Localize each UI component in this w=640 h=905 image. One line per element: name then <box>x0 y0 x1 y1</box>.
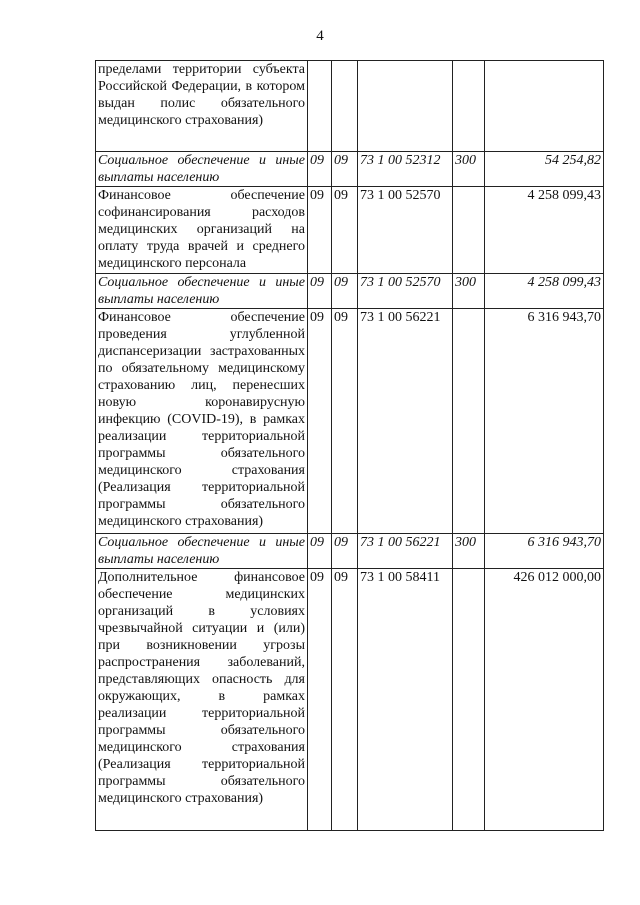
row-target-article: 73 1 00 52570 <box>358 274 453 309</box>
page-number: 4 <box>316 28 324 44</box>
row-amount: 6 316 943,70 <box>485 534 604 569</box>
row-razdel: 09 <box>308 187 332 274</box>
row-name: Финансовое обеспечение проведения углубленной диспансеризации застрахованных по обязательному медицинскому страхованию лиц, перенесших новую коронавирусную инфекцию (COVID-19), в рамках реализации территориальной программы обязательного медицинского страхования (Реализация территориальной программы обязательного медицинского страхования) <box>96 309 308 534</box>
row-razdel: 09 <box>308 534 332 569</box>
row-razdel: 09 <box>308 152 332 187</box>
row-target-article: 73 1 00 52570 <box>358 187 453 274</box>
table-row <box>96 309 604 534</box>
row-razdel <box>308 61 332 152</box>
row-amount: 6 316 943,70 <box>485 309 604 534</box>
row-name: Социальное обеспечение и иные выплаты населению <box>96 152 308 187</box>
table-row <box>96 274 604 309</box>
row-expense-type: 300 <box>453 534 485 569</box>
row-podrazdel: 09 <box>332 274 358 309</box>
row-amount: 426 012 000,00 <box>485 569 604 831</box>
row-name: Дополнительное финансовое обеспечение медицинских организаций в условиях чрезвычайной ситуации и (или) при возникновении угрозы распространения заболеваний, представляющих опасность для окружающих, в рамках реализации территориальной программы обязательного медицинского страхования (Реализация территориальной программы обязательного медицинского страхования) <box>96 569 308 831</box>
row-expense-type: 300 <box>453 274 485 309</box>
row-expense-type <box>453 187 485 274</box>
row-amount <box>485 61 604 152</box>
row-target-article <box>358 61 453 152</box>
row-target-article: 73 1 00 56221 <box>358 534 453 569</box>
row-expense-type: 300 <box>453 152 485 187</box>
row-name: Финансовое обеспечение софинансирования расходов медицинских организаций на оплату труда врачей и среднего медицинского персонала <box>96 187 308 274</box>
row-razdel: 09 <box>308 309 332 534</box>
row-amount: 4 258 099,43 <box>485 187 604 274</box>
row-podrazdel: 09 <box>332 187 358 274</box>
row-amount: 54 254,82 <box>485 152 604 187</box>
budget-table <box>95 60 604 831</box>
row-target-article: 73 1 00 52312 <box>358 152 453 187</box>
row-target-article: 73 1 00 56221 <box>358 309 453 534</box>
table-row <box>96 534 604 569</box>
row-expense-type <box>453 309 485 534</box>
row-amount: 4 258 099,43 <box>485 274 604 309</box>
row-podrazdel: 09 <box>332 152 358 187</box>
row-razdel: 09 <box>308 569 332 831</box>
table-row <box>96 569 604 831</box>
row-target-article: 73 1 00 58411 <box>358 569 453 831</box>
row-expense-type <box>453 569 485 831</box>
row-expense-type <box>453 61 485 152</box>
row-name: Социальное обеспечение и иные выплаты населению <box>96 274 308 309</box>
row-podrazdel: 09 <box>332 534 358 569</box>
row-razdel: 09 <box>308 274 332 309</box>
row-podrazdel: 09 <box>332 569 358 831</box>
row-name: пределами территории субъекта Российской Федерации, в котором выдан полис обязательного медицинского страхования) <box>96 61 308 152</box>
row-name: Социальное обеспечение и иные выплаты населению <box>96 534 308 569</box>
row-podrazdel <box>332 61 358 152</box>
table-row <box>96 61 604 152</box>
row-podrazdel: 09 <box>332 309 358 534</box>
table-row <box>96 187 604 274</box>
table-row <box>96 152 604 187</box>
